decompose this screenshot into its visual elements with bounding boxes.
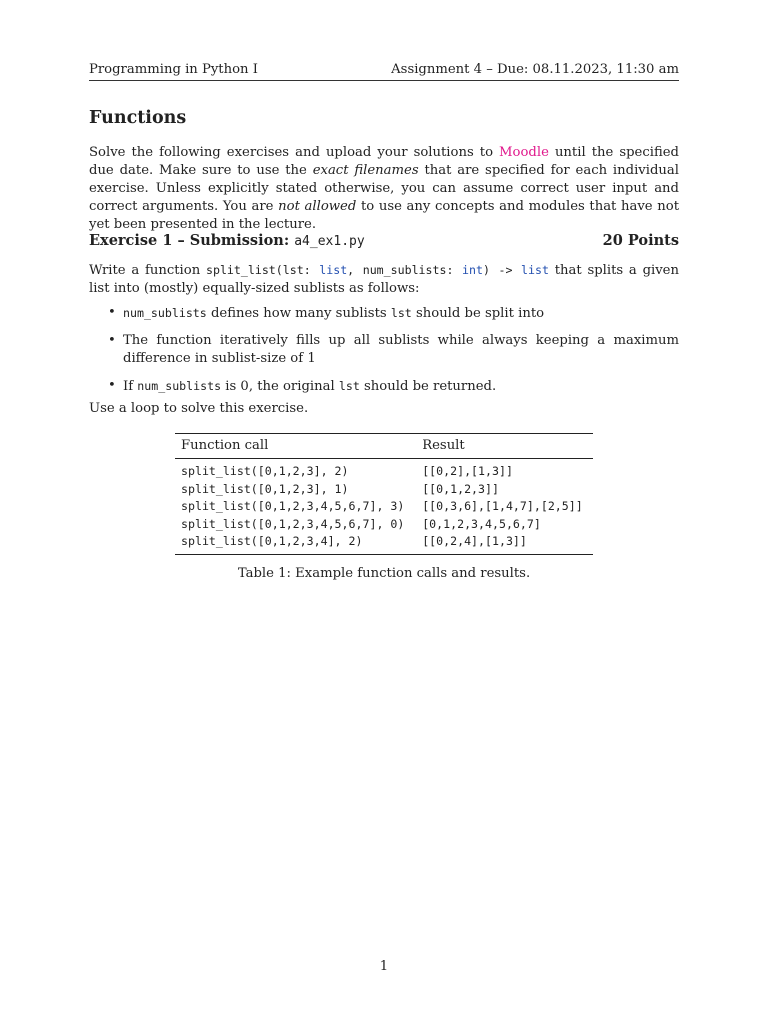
table-caption: Table 1: Example function calls and results.	[237, 566, 531, 581]
table-row	[175, 516, 593, 534]
type-keyword: list	[521, 263, 549, 277]
table-row	[175, 459, 593, 481]
exercise-label: Exercise 1 – Submission:	[89, 232, 295, 249]
cell-call: split_list([0,1,2,3], 1)	[181, 481, 349, 496]
sig-part: , num_sublists:	[347, 263, 463, 277]
bullet-icon: •	[108, 305, 116, 320]
inline-code: num_sublists	[137, 379, 222, 393]
intro-text: to use any concepts and modules that have not yet been presented in the lecture.	[89, 199, 679, 232]
exercise-heading	[89, 232, 679, 249]
bullet-text: defines how many sublists	[206, 306, 391, 321]
emphasis-exact-filenames: exact filenames	[312, 163, 419, 178]
bullet-icon: •	[108, 333, 116, 348]
intro-text: until the specified due date. Make sure to use the	[89, 145, 679, 178]
cell-result: [[0,2],[1,3]]	[422, 464, 513, 478]
exercise-points: 20 Points	[602, 232, 679, 249]
cell-call: split_list([0,1,2,3,4,5,6,7], 3)	[181, 499, 405, 513]
table-row	[175, 498, 593, 516]
task-text: that splits a given list into (mostly) equally-sized sublists as follows:	[89, 263, 679, 296]
cell-call: split_list([0,1,2,3], 2)	[181, 464, 349, 478]
cell-call: split_list([0,1,2,3,4], 2)	[175, 533, 416, 554]
type-keyword: list	[319, 263, 348, 277]
sig-part: split_list(lst:	[205, 263, 320, 277]
task-text: Write a function	[89, 263, 206, 278]
column-header-result: Result	[416, 434, 593, 459]
bullet-text: If	[123, 379, 138, 394]
intro-text: Solve the following exercises and upload your solutions to	[89, 145, 500, 160]
intro-text: that are specified for each individual exercise. Unless explicitly stated otherwise, you can assume correct user input and correct arguments. You are	[89, 163, 679, 214]
moodle-link[interactable]: Moodle	[499, 145, 549, 160]
page-header	[89, 62, 679, 81]
cell-result: [[0,3,6],[1,4,7],[2,5]]	[422, 499, 583, 513]
inline-code: lst	[390, 306, 412, 320]
requirements-list	[89, 304, 679, 405]
list-item	[89, 332, 679, 368]
page-number: 1	[379, 959, 389, 974]
list-item	[89, 377, 679, 396]
table-row	[175, 533, 593, 554]
emphasis-not-allowed: not allowed	[278, 199, 357, 214]
sig-part: ) ->	[482, 263, 522, 277]
bullet-text: The function iteratively fills up all sublists while always keeping a maximum difference in sublist-size of 1	[123, 333, 679, 366]
type-keyword: int	[462, 263, 483, 277]
bullet-text: should be split into	[411, 306, 545, 321]
cell-call: split_list([0,1,2,3,4,5,6,7], 0)	[181, 516, 405, 531]
task-description	[89, 261, 679, 298]
column-header-call: Function call	[175, 434, 416, 459]
table-row	[175, 481, 593, 499]
inline-code: num_sublists	[123, 306, 207, 320]
submission-filename: a4_ex1.py	[294, 234, 365, 249]
bullet-text: should be returned.	[359, 379, 497, 394]
cell-result: [[0,1,2,3]]	[422, 481, 499, 496]
section-title: Functions	[89, 108, 187, 128]
cell-result: [[0,2,4],[1,3]]	[416, 533, 593, 554]
list-item	[89, 304, 679, 323]
intro-paragraph	[89, 144, 679, 234]
course-title: Programming in Python I	[89, 62, 258, 77]
table-header-row	[175, 434, 593, 459]
loop-note: Use a loop to solve this exercise.	[89, 401, 309, 416]
function-signature	[206, 263, 549, 277]
inline-code: lst	[338, 379, 360, 393]
cell-result: [0,1,2,3,4,5,6,7]	[422, 516, 541, 531]
exercise-title	[89, 232, 365, 249]
assignment-due: Assignment 4 – Due: 08.11.2023, 11:30 am	[391, 62, 679, 77]
example-table	[175, 433, 593, 555]
bullet-icon: •	[108, 378, 116, 393]
bullet-text: is 0, the original	[221, 379, 339, 394]
